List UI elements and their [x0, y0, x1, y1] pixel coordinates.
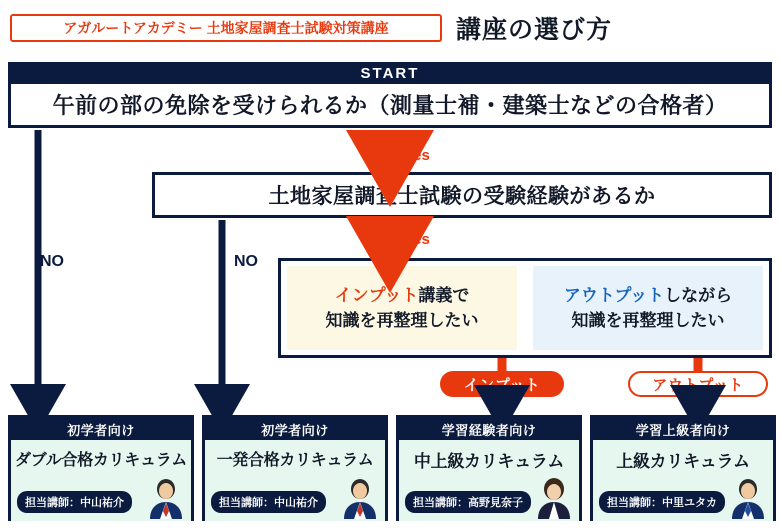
result-card-1-teacher: 担当講師：中山祐介	[17, 491, 132, 513]
question-1-box	[8, 84, 772, 128]
pill-output: アウトプット	[628, 371, 768, 397]
result-card-1-title: ダブル合格カリキュラム	[15, 452, 187, 469]
result-card-2-title: 一発合格カリキュラム	[216, 452, 374, 469]
result-card-4[interactable]	[590, 415, 776, 521]
result-card-2-teacher: 担当講師：中山祐介	[211, 491, 326, 513]
yes-label-1: Yes	[404, 147, 430, 164]
brand-label: アガルートアカデミー 土地家屋調査士試験対策講座	[63, 20, 389, 36]
page-title: 講座の選び方	[456, 16, 613, 44]
result-card-1-head: 初学者向け	[11, 418, 191, 440]
instructor-avatar-icon	[534, 477, 574, 519]
result-card-1-body	[11, 440, 191, 521]
result-card-2-body	[205, 440, 385, 521]
choice-container	[278, 258, 772, 358]
start-label: START	[360, 64, 420, 82]
result-card-4-title: 上級カリキュラム	[616, 452, 750, 471]
choice-output-line2: 知識を再整理したい	[571, 311, 725, 330]
choice-output[interactable]	[533, 266, 763, 350]
instructor-avatar-icon	[146, 477, 186, 519]
result-card-3-body	[399, 440, 579, 521]
start-bar	[8, 62, 772, 84]
result-card-1[interactable]	[8, 415, 194, 521]
instructor-avatar-icon	[728, 477, 768, 519]
result-card-3[interactable]	[396, 415, 582, 521]
result-card-2-head: 初学者向け	[205, 418, 385, 440]
instructor-avatar-icon	[340, 477, 380, 519]
choice-input-line2: 知識を再整理したい	[325, 311, 479, 330]
result-card-4-body	[593, 440, 773, 521]
choice-input-line1	[335, 283, 470, 309]
no-label-1: NO	[40, 253, 64, 270]
question-1-text: 午前の部の免除を受けられるか（測量士補・建築士などの合格者）	[52, 93, 728, 118]
pill-input: インプット	[440, 371, 564, 397]
question-2-text: 土地家屋調査士試験の受験経験があるか	[268, 185, 656, 208]
no-label-2: NO	[234, 253, 258, 270]
result-card-4-teacher: 担当講師：中里ユタカ	[599, 491, 725, 513]
brand-badge	[10, 14, 442, 42]
result-card-2[interactable]	[202, 415, 388, 521]
choice-output-highlight: アウトプット	[563, 285, 665, 305]
choice-input[interactable]	[287, 266, 517, 350]
question-2-box	[152, 172, 772, 218]
result-card-4-head: 学習上級者向け	[593, 418, 773, 440]
result-card-3-teacher: 担当講師：高野見奈子	[405, 491, 531, 513]
yes-label-2: Yes	[404, 231, 430, 248]
choice-output-line1	[564, 283, 732, 309]
result-card-3-title: 中上級カリキュラム	[413, 452, 565, 471]
result-card-3-head: 学習経験者向け	[399, 418, 579, 440]
choice-input-highlight: インプット	[334, 285, 419, 305]
choice-output-rest: しながら	[664, 285, 733, 305]
choice-input-rest: 講義で	[418, 285, 470, 305]
